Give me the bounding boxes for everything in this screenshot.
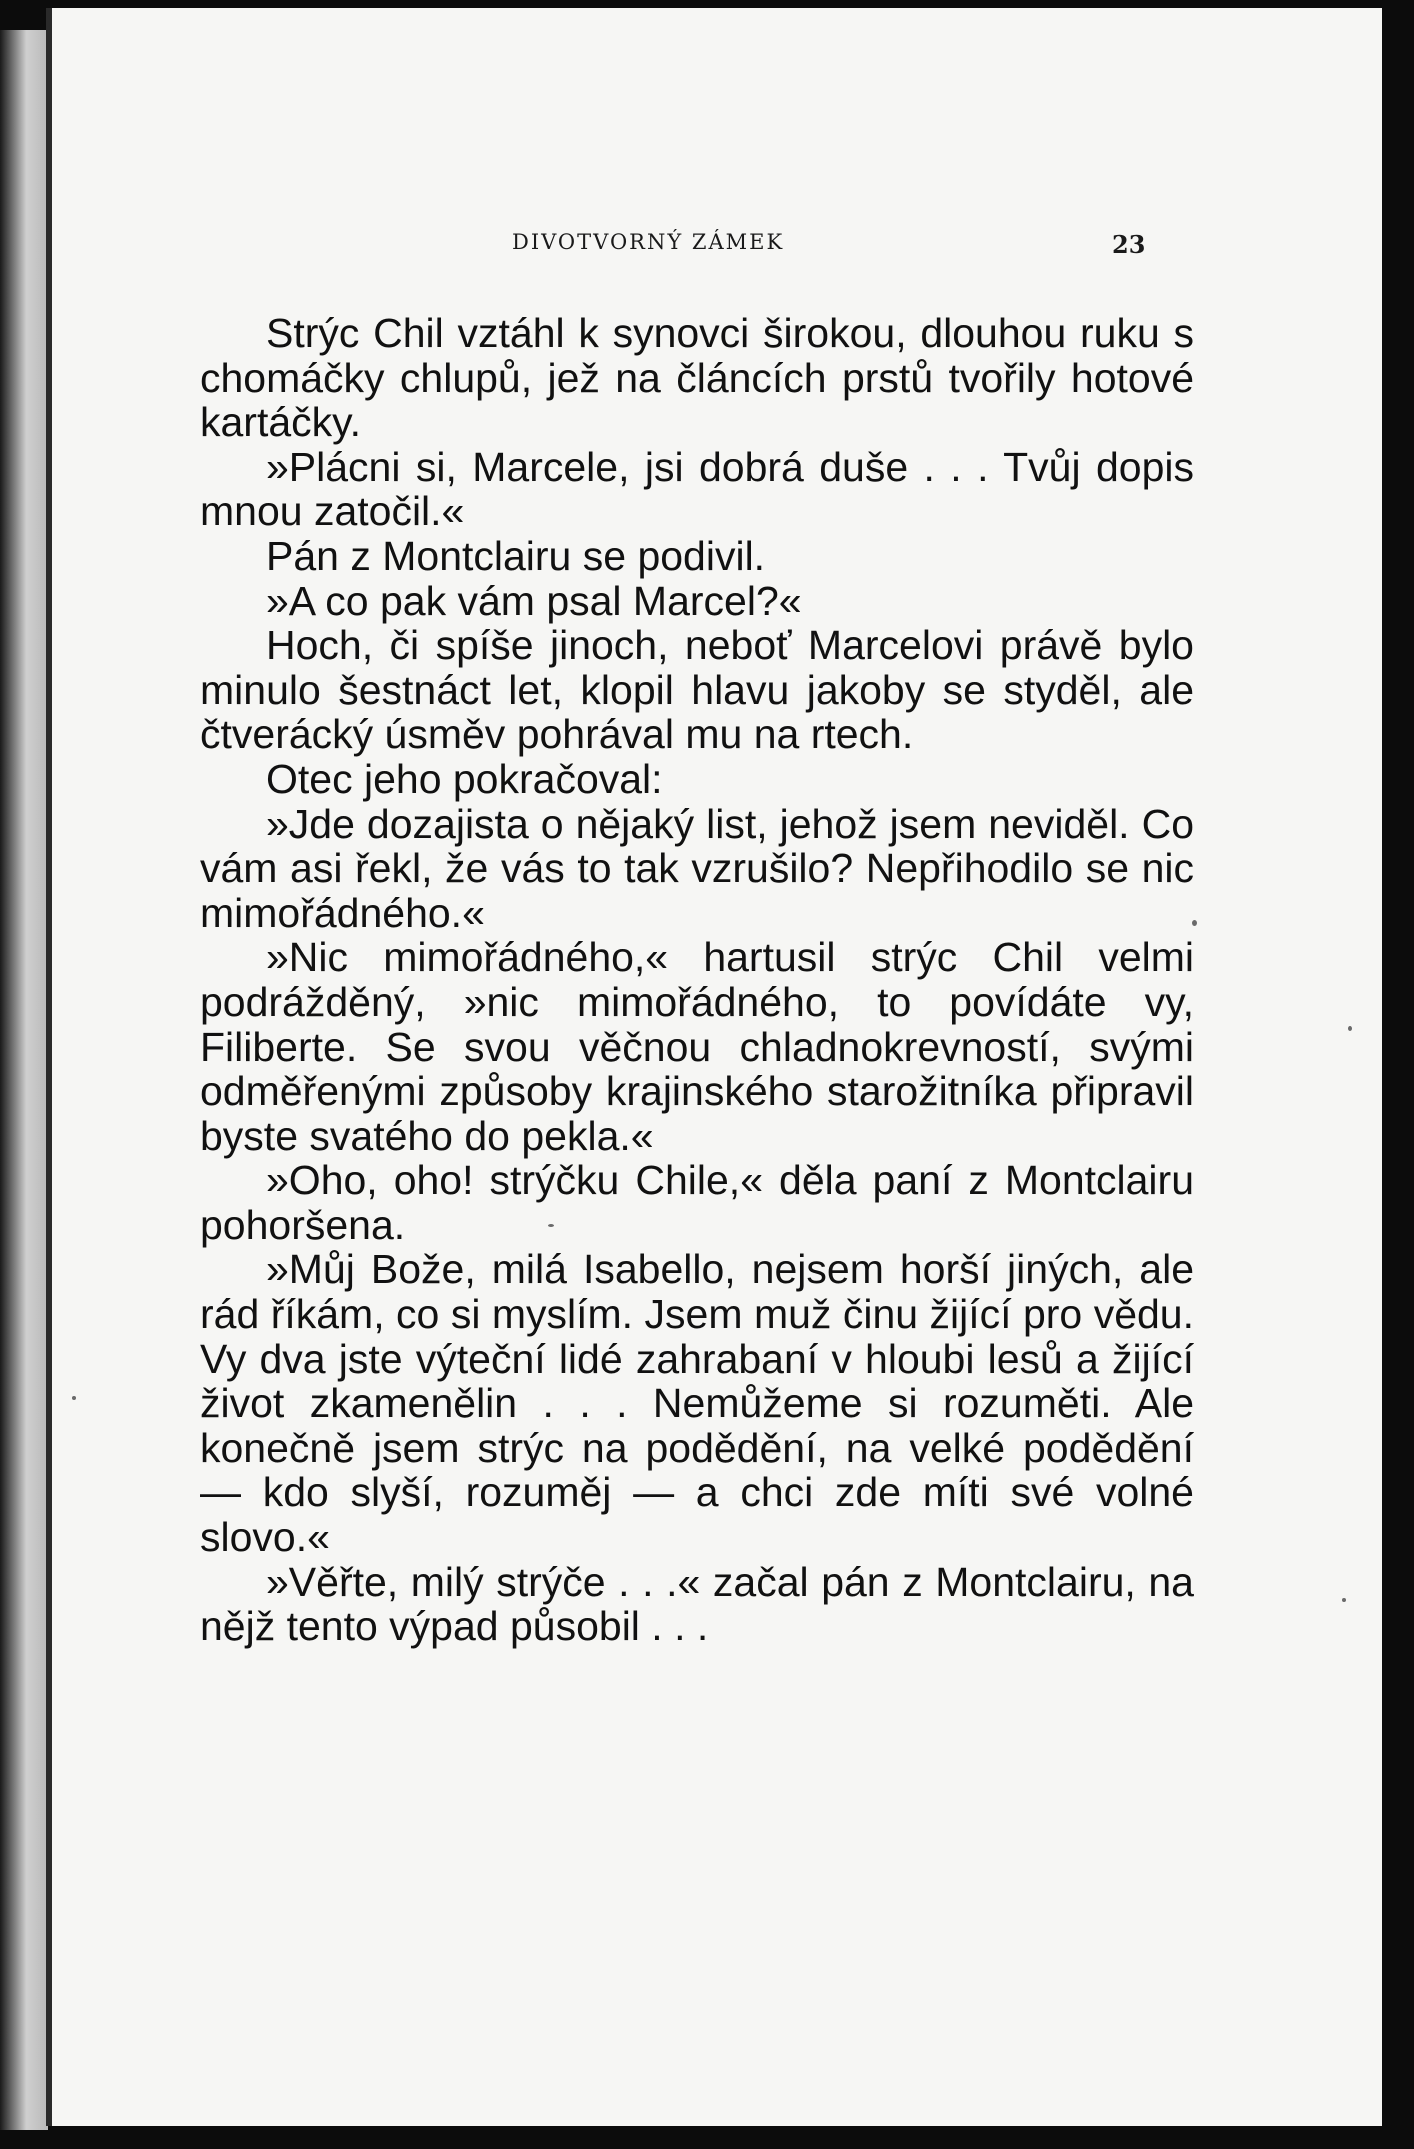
- paragraph: Strýc Chil vztáhl k synovci širokou, dlouhou ruku s chomáčky chlupů, jež na článcích prstů tvořily hotové kartáčky.: [200, 310, 1194, 446]
- paragraph: »Oho, oho! strýčku Chile,« děla paní z Montclairu pohoršena.: [200, 1157, 1194, 1248]
- paragraph: Otec jeho pokračoval:: [266, 755, 663, 802]
- paragraph: Hoch, či spíše jinoch, neboť Marcelovi právě bylo minulo šestnáct let, klopil hlavu jakoby se styděl, ale čtverácký úsměv pohrával mu na rtech.: [200, 622, 1194, 758]
- paper-speck: [72, 1396, 76, 1400]
- book-spine-edge: [0, 30, 48, 2130]
- paragraph: »Věřte, milý strýče . . .« začal pán z Montclairu, na nějž tento výpad působil . . .: [200, 1558, 1194, 1650]
- paragraph: »Můj Bože, milá Isabello, nejsem horší jiných, ale rád říkám, co si myslím. Jsem muž činu žijící pro vědu. Vy dva jste výteční lidé zahrabaní v hloubi lesů a žijící život zkamenělin . . . Nemůžeme si rozuměti. Ale konečně jsem strýc na podědění, na velké podědění — kdo slyší, rozuměj — a chci zde míti své volné slovo.«: [200, 1246, 1194, 1561]
- paper-speck: [1348, 1026, 1352, 1031]
- paragraph: »Plácni si, Marcele, jsi dobrá duše . . . Tvůj dopis mnou zatočil.«: [200, 443, 1194, 535]
- page-header: [52, 230, 1388, 266]
- book-page: [46, 8, 1382, 2126]
- paragraph: »Nic mimořádného,« hartusil strýc Chil velmi podrážděný, »nic mimořádného, to povídáte vy, Filiberte. Se svou věčnou chladnokrevností, svými odměřenými způsoby krajinského starožitníka připravil byste svatého do pekla.«: [200, 934, 1194, 1159]
- paragraph: Pán z Montclairu se podivil.: [266, 532, 766, 579]
- running-title: DIVOTVORNÝ ZÁMEK: [512, 230, 785, 254]
- paper-speck: [1192, 920, 1197, 926]
- page-number: 23: [1112, 230, 1146, 259]
- paragraph: »A co pak vám psal Marcel?«: [266, 577, 802, 624]
- paper-speck: [548, 1224, 554, 1227]
- paragraph: »Jde dozajista o nějaký list, jehož jsem neviděl. Co vám asi řekl, že vás to tak vzrušilo? Nepřihodilo se nic mimořádného.«: [200, 800, 1194, 936]
- body-text: [200, 311, 1194, 1649]
- paper-speck: [1342, 1598, 1346, 1602]
